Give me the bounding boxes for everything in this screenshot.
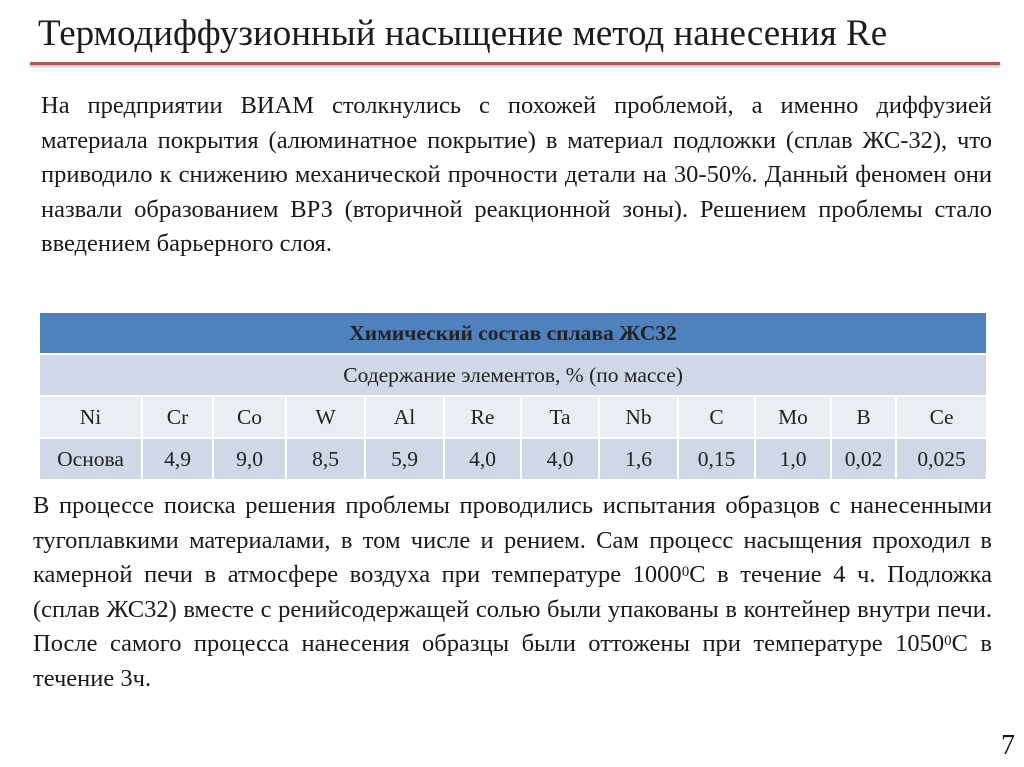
table-cell-element: Mo: [755, 396, 831, 438]
table-cell-value: 1,6: [599, 438, 678, 480]
slide-title: Термодиффузионный насыщение метод нанесения Re: [38, 13, 888, 54]
alloy-composition-table: [38, 311, 988, 481]
table-subtitle: Содержание элементов, % (по массе): [39, 354, 987, 396]
table-cell-element: Nb: [599, 396, 678, 438]
table-cell-value: 1,0: [755, 438, 831, 480]
table-cell-value: 5,9: [365, 438, 444, 480]
table-cell-element: C: [678, 396, 755, 438]
table-title: Химический состав сплава ЖС32: [39, 312, 987, 354]
process-text-3: С в течение 3ч.: [33, 630, 992, 692]
table-row-values: [39, 438, 987, 480]
table-cell-element: W: [286, 396, 365, 438]
table-cell-element: Ni: [39, 396, 142, 438]
table-cell-value: 0,15: [678, 438, 755, 480]
table-cell-element: Re: [444, 396, 521, 438]
table-cell-value: 4,9: [142, 438, 213, 480]
table-row-elements: [39, 396, 987, 438]
degree-superscript: 0: [944, 633, 952, 649]
table-cell-element: B: [831, 396, 896, 438]
intro-paragraph: На предприятии ВИАМ столкнулись с похожей проблемой, а именно диффузией материала покрытия (алюминатное покрытие) в материал подложки (сплав ЖС-32), что приводило к снижению механической прочности детали на 30-50%. Данный феномен они назвали образованием ВРЗ (вторичной реакционной зоны). Решением проблемы стало введением барьерного слоя.: [41, 92, 992, 257]
table-cell-element: Al: [365, 396, 444, 438]
table-cell-value: Основа: [39, 438, 142, 480]
degree-superscript: 0: [681, 564, 690, 580]
process-paragraph: [33, 489, 992, 696]
table-cell-element: Ce: [896, 396, 987, 438]
process-text-2: С в течение 4 ч. Подложка (сплав ЖС32) вместе с ренийсодержащей солью были упакованы в контейнер внутри печи. После самого процесса нанесения образцы были оттожены при температуре 1050: [33, 561, 992, 657]
title-underline: [30, 62, 1000, 65]
process-text-1: В процессе поиска решения проблемы проводились испытания образцов с нанесенными тугоплавкими материалами, в том числе и рением. Сам процесс насыщения проходил в камерной печи в атмосфере воздуха при температуре 1000: [33, 492, 992, 588]
table-cell-value: 9,0: [213, 438, 286, 480]
page-number: 7: [1001, 730, 1015, 761]
table-cell-element: Co: [213, 396, 286, 438]
table-cell-element: Ta: [521, 396, 599, 438]
table-cell-element: Cr: [142, 396, 213, 438]
table-cell-value: 4,0: [521, 438, 599, 480]
table-cell-value: 0,025: [896, 438, 987, 480]
table-cell-value: 8,5: [286, 438, 365, 480]
table-cell-value: 4,0: [444, 438, 521, 480]
table-cell-value: 0,02: [831, 438, 896, 480]
